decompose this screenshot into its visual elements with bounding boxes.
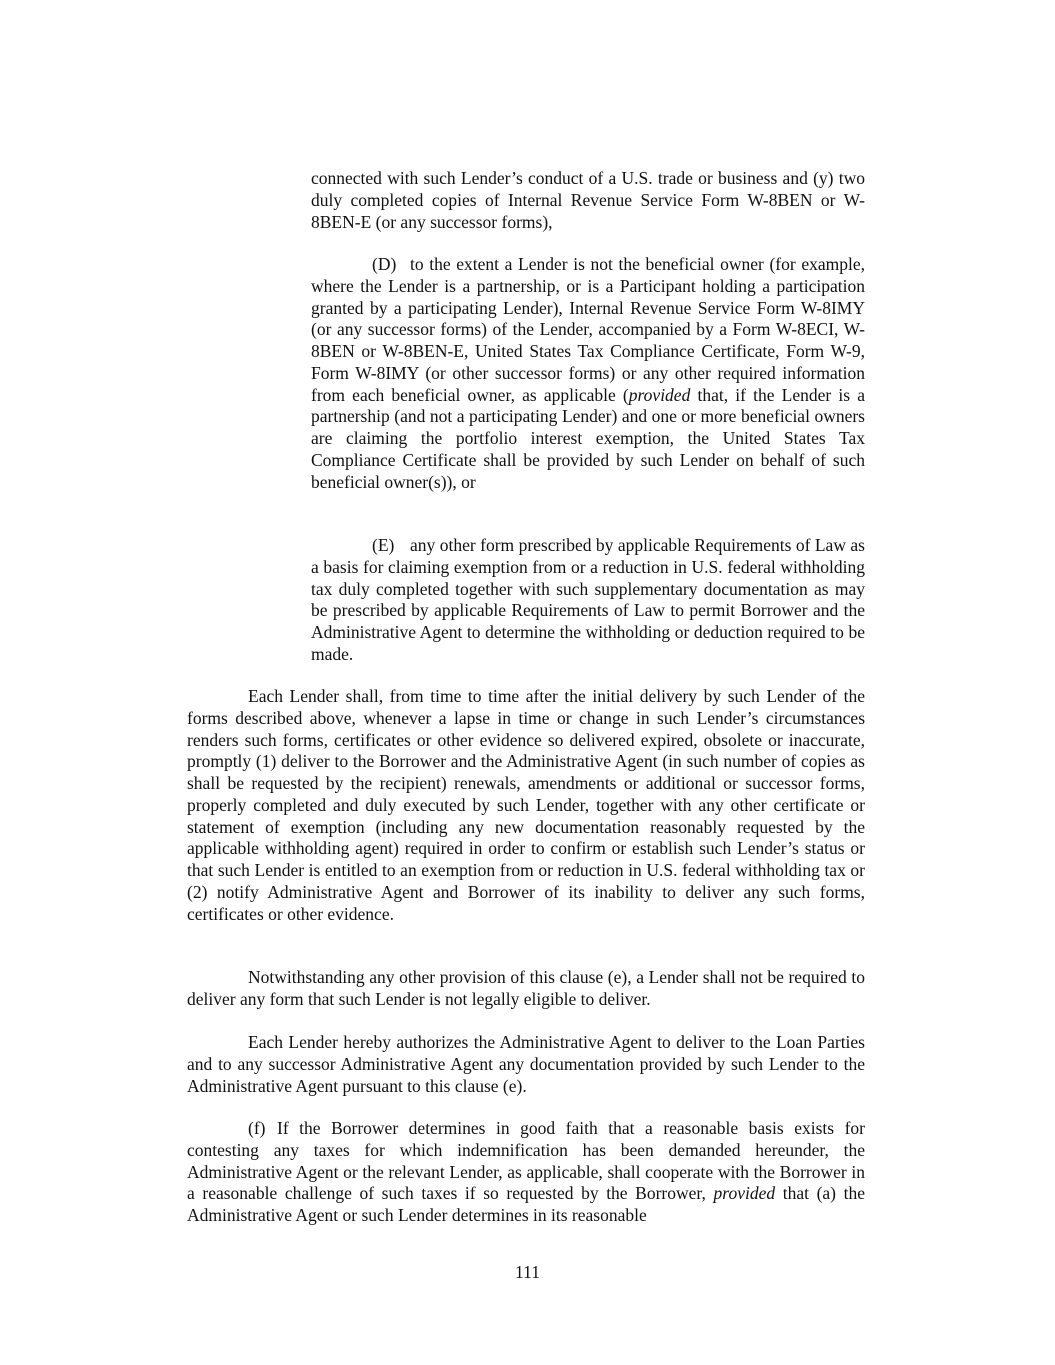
paragraph-d-italic: provided bbox=[628, 384, 691, 405]
paragraph-f bbox=[187, 1118, 865, 1227]
paragraph-f-italic: provided bbox=[713, 1183, 776, 1204]
paragraph-c-continuation: connected with such Lender’s conduct of a U.S. trade or business and (y) two duly completed copies of Internal Revenue Service Form W-8BEN or W-8BEN-E (or any successor forms), bbox=[311, 168, 865, 232]
paragraph-f-text-2: that (a) the Administrative Agent or such Lender determines in its reasonable bbox=[187, 1183, 865, 1225]
paragraph-e-label: (E) bbox=[372, 535, 395, 555]
paragraph-d-label: (D) bbox=[372, 254, 397, 274]
paragraph-f-text-1: If the Borrower determines in good faith that a reasonable basis exists for contesting any taxes for which indemnification has been demanded hereunder, the Administrative Agent or the relevant Lender, as applicable, shall cooperate with the Borrower in a reasonable challenge of such taxes if so requested by the Borrower, bbox=[187, 1118, 865, 1204]
paragraph-d-text-1: to the extent a Lender is not the beneficial owner (for example, where the Lender is a partnership, or is a Participant holding a participation granted by a participating Lender), Internal Revenue Service Form W-8IMY (or any successor forms) of the Lender, accompanied by a Form W-8ECI, W-8BEN or W-8BEN-E, United States Tax Compliance Certificate, Form W-9, Form W-8IMY (or other successor forms) or any other required information from each beneficial owner, as applicable ( bbox=[311, 254, 865, 405]
paragraph-e bbox=[311, 535, 865, 666]
paragraph-each-lender-shall: Each Lender shall, from time to time after the initial delivery by such Lender of the forms described above, whenever a lapse in time or change in such Lender’s circumstances renders such forms, certificates or other evidence so delivered expired, obsolete or inaccurate, promptly (1) deliver to the Borrower and the Administrative Agent (in such number of copies as shall be requested by the recipient) renewals, amendments or additional or successor forms, properly completed and duly executed by such Lender, together with any other certificate or statement of exemption (including any new documentation reasonably requested by the applicable withholding agent) required in order to confirm or establish such Lender’s status or that such Lender is entitled to an exemption from or reduction in U.S. federal withholding tax or (2) notify Administrative Agent and Borrower of its inability to deliver any such forms, certificates or other evidence. bbox=[187, 686, 865, 924]
paragraph-notwithstanding: Notwithstanding any other provision of this clause (e), a Lender shall not be required to deliver any form that such Lender is not legally eligible to deliver. bbox=[187, 967, 865, 1009]
page-number: 111 bbox=[515, 1262, 540, 1282]
paragraph-f-label: (f) bbox=[248, 1118, 266, 1138]
paragraph-d-text-2: that, if the Lender is a partnership (and not a participating Lender) and one or more beneficial owners are claiming the portfolio interest exemption, the United States Tax Compliance Certificate shall be provided by such Lender on behalf of such beneficial owner(s)), or bbox=[311, 384, 865, 492]
paragraph-e-text: any other form prescribed by applicable Requirements of Law as a basis for claiming exemption from or a reduction in U.S. federal withholding tax duly completed together with such supplementary documentation as may be prescribed by applicable Requirements of Law to permit Borrower and the Administrative Agent to determine the withholding or deduction required to be made. bbox=[311, 535, 865, 664]
paragraph-authorizes: Each Lender hereby authorizes the Administrative Agent to deliver to the Loan Parties and to any successor Administrative Agent any documentation provided by such Lender to the Administrative Agent pursuant to this clause (e). bbox=[187, 1032, 865, 1096]
paragraph-d bbox=[311, 254, 865, 493]
